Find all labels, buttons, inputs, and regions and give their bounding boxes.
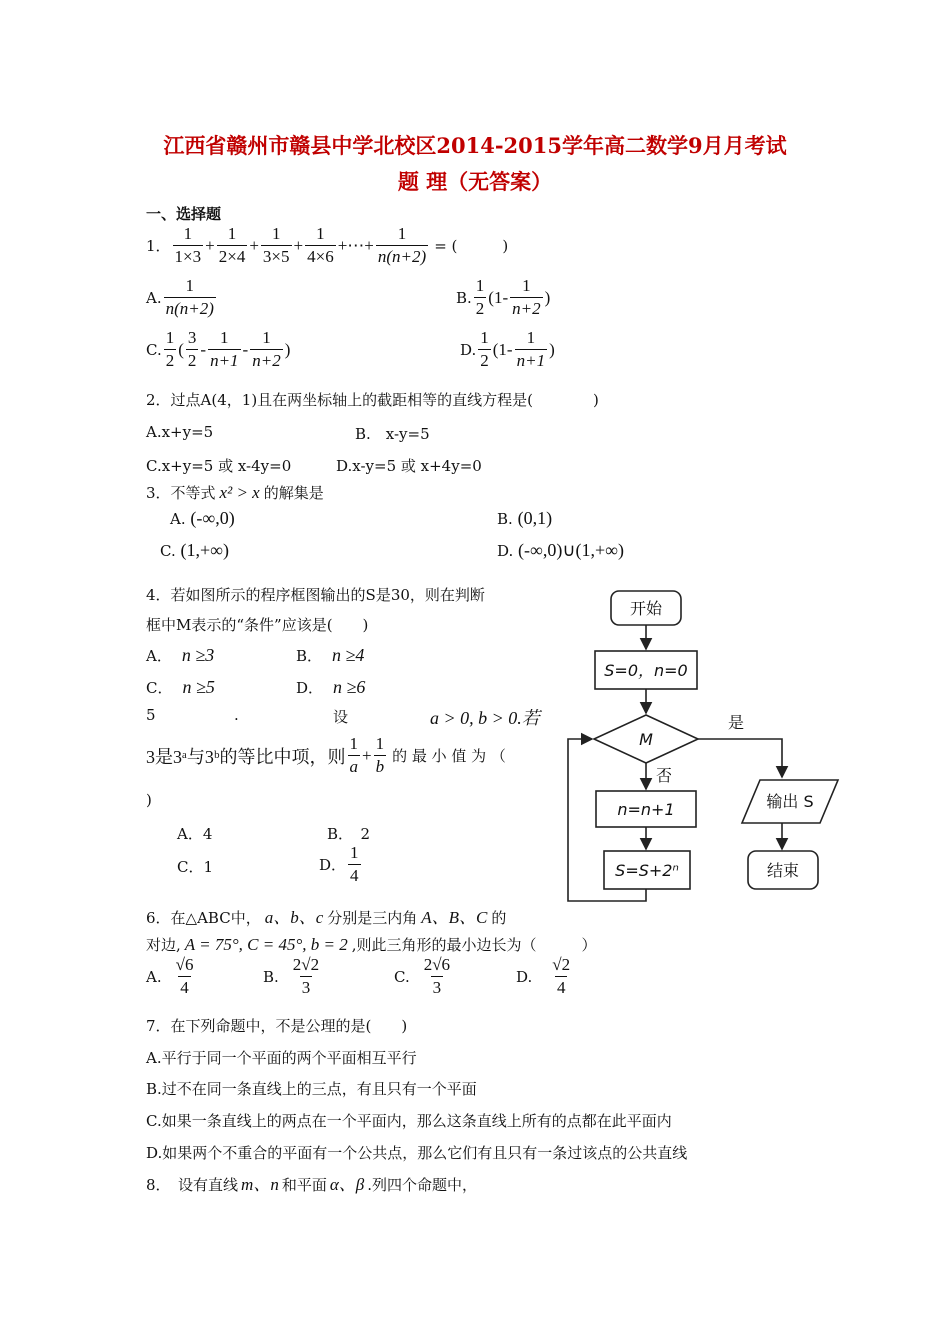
question-4-line2: 框中M表示的“条件”应该是( ): [146, 616, 369, 634]
q3-option-d: D. (-∞,0)∪(1,+∞): [497, 540, 625, 560]
flowchart-cond-label: M: [639, 730, 653, 749]
q3-option-a: A. (-∞,0): [170, 508, 235, 528]
q7-option-a: A.平行于同一个平面的两个平面相互平行: [146, 1049, 417, 1067]
q7-option-d: D.如果两个不重合的平面有一个公共点，那么它们有且只有一条过该点的公共直线: [146, 1144, 688, 1162]
q1-term-2: $\frac{1}{2\times 4}$: [218, 224, 246, 266]
question-8-stem: 8． 设有直线 m、n 和平面 α、β .列四个命题中，: [146, 1175, 478, 1194]
q1-last-term: $\frac{1}{n(n+2)}$: [377, 224, 427, 266]
question-5-line2: 3是3ᵃ与3ᵇ的等比中项，则 $\frac{1}{a}$ + $\frac{1}{b}$ 的 最 小 值 为 （: [146, 734, 506, 776]
q5-option-a: A．4: [177, 825, 213, 843]
page-title-line2: 题 理（无答案）: [397, 169, 553, 194]
q5-option-c: C．1: [177, 858, 214, 876]
q2-option-a: A.x+y=5: [146, 423, 214, 441]
flowchart-init-label: S=0，n=0: [604, 661, 688, 680]
q4-option-d: D． n ≥6: [296, 677, 366, 697]
question-6-line2: 对边, A = 75°, C = 45°, b = 2 ,则此三角形的最小边长为（ ）: [146, 935, 597, 954]
q3-option-c: C. (1,+∞): [160, 540, 229, 560]
q5-condition: a > 0, b > 0.若: [430, 708, 540, 728]
q7-option-c: C.如果一条直线上的两点在一个平面内，那么这条直线上所有的点都在此平面内: [146, 1112, 672, 1130]
q2-option-d: D.x-y=5 或 x+4y=0: [336, 457, 482, 475]
q5-option-d: D． $\frac{1}{4}$: [319, 843, 359, 885]
q4-option-a: A． n ≥3: [146, 645, 215, 665]
q2-option-b: B. x-y=5: [355, 425, 430, 443]
q1-term-4: $\frac{1}{4\times 6}$: [307, 224, 334, 266]
q5-number: 5: [146, 706, 156, 724]
q1-option-d: D. $\frac{1}{2}$ (1- $\frac{1}{n+1}$ ): [460, 328, 555, 370]
q6-option-c: C. $\frac{2√6}{3}$: [394, 955, 451, 997]
question-2-stem: 2．过点A(4，1)且在两坐标轴上的截距相等的直线方程是( ): [146, 391, 599, 409]
flowchart-no-label: 否: [655, 766, 673, 785]
page-title-line1: 江西省赣州市赣县中学北校区2014-2015学年高二数学9月月考试: [163, 133, 787, 158]
q4-option-c: C． n ≥5: [146, 677, 215, 697]
flowchart-output-label: 输出 S: [766, 792, 814, 811]
q5-she: 设: [333, 708, 349, 726]
q7-option-b: B.过不在同一条直线上的三点，有且只有一个平面: [146, 1080, 477, 1098]
q1-tail: = ( ): [434, 237, 509, 255]
q1-option-c: C. $\frac{1}{2}$ ( $\frac{3}{2}$ - $\frac{1}{n+1}$ - $\frac{1}{n+2}$ ): [146, 328, 291, 370]
q1-dots: +⋯+: [337, 235, 374, 255]
q5-dot: .: [234, 706, 239, 724]
q3-option-b: B. (0,1): [497, 508, 553, 528]
flowchart: [560, 585, 850, 905]
question-7-stem: 7．在下列命题中，不是公理的是( ): [146, 1017, 408, 1035]
q6-option-b: B. $\frac{2√2}{3}$: [263, 955, 320, 997]
q5-close: ): [146, 791, 152, 809]
q1-option-a: A. $\frac{1}{n(n+2)}$: [146, 276, 214, 318]
flowchart-yes-label: 是: [727, 713, 745, 732]
q5-option-b: B． 2: [327, 825, 371, 843]
question-3-stem: 3．不等式 x² > x 的解集是: [146, 483, 324, 502]
q4-option-b: B． n ≥4: [296, 645, 365, 665]
q1-term-3: $\frac{1}{3\times 5}$: [262, 224, 290, 266]
flowchart-step1-label: n=n+1: [617, 800, 675, 819]
flowchart-step2-label: S=S+2ⁿ: [615, 861, 679, 880]
q6-option-a: A. $\frac{√6}{4}$: [146, 955, 194, 997]
q6-option-d: D. $\frac{√2}{4}$: [516, 955, 571, 997]
question-1-stem: 1． $\frac{1}{1\times 3}$ + $\frac{1}{2\times 4}$ + $\frac{1}{3\times 5}$ + $\frac{1}{4\times 6}$ +⋯+ $\frac{1}{n(n+2)}$ = ( ): [146, 224, 509, 266]
q1-number: 1．: [146, 237, 171, 255]
question-6-line1: 6．在△ABC中， a、b、c 分别是三内角 A、B、C 的: [146, 908, 507, 927]
q1-option-b: B. $\frac{1}{2}$ (1- $\frac{1}{n+2}$ ): [456, 276, 551, 318]
q2-option-c: C.x+y=5 或 x-4y=0: [146, 457, 292, 475]
section-heading: 一、选择题: [146, 205, 222, 223]
flowchart-start-label: 开始: [629, 599, 663, 618]
flowchart-end-label: 结束: [766, 861, 800, 880]
q1-term-1: $\frac{1}{1\times 3}$: [174, 224, 202, 266]
question-4-line1: 4．若如图所示的程序框图输出的S是30，则在判断: [146, 586, 485, 604]
